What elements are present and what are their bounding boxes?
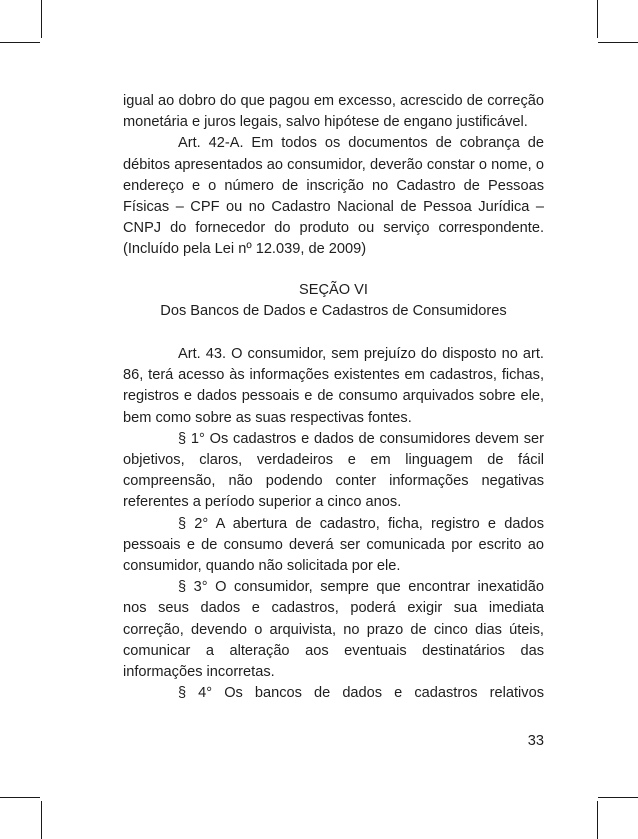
crop-mark-bottom-left-horizontal (0, 797, 40, 798)
paragraph-continuation: igual ao dobro do que pagou em excesso, acrescido de correção monetária e juros legais, salvo hipótese de engano justificável. (123, 93, 544, 131)
page-body (123, 91, 544, 704)
crop-mark-bottom-right-vertical (597, 801, 598, 839)
crop-mark-top-left-vertical (41, 0, 42, 38)
paragraph-art-43: Art. 43. O consumidor, sem prejuízo do disposto no art. 86, terá acesso às informações existentes em cadastros, fichas, registros e dados pessoais e de consumo arquivados sobre ele, bem como sobre as suas respectivas fontes. (123, 346, 544, 426)
paragraph-art-42a: Art. 42-A. Em todos os documentos de cobrança de débitos apresentados ao consumidor, deverão constar o nome, o endereço e o número de inscrição no Cadastro de Pessoas Físicas – CPF ou no Cadastro Nacional de Pessoa Jurídica – CNPJ do fornecedor do produto ou serviço correspondente. (Incluído pela Lei nº 12.039, de 2009) (123, 135, 544, 258)
paragraph-para-4: § 4° Os bancos de dados e cadastros relativos (178, 685, 544, 702)
page-number: 33 (527, 733, 544, 749)
section-number: SEÇÃO VI (299, 281, 368, 298)
crop-mark-top-right-horizontal (598, 42, 638, 43)
paragraph-para-3: § 3° O consumidor, sempre que encontrar inexatidão nos seus dados e cadastros, poderá exigir sua imediata correção, devendo o arquivista, no prazo de cinco dias úteis, comunicar a alteração aos eventuais destinatários das informações incorretas. (123, 579, 544, 681)
paragraph-para-1: § 1° Os cadastros e dados de consumidores devem ser objetivos, claros, verdadeiros e em linguagem de fácil compreensão, não podendo conter informações negativas referentes a período superior a cinco anos. (123, 430, 544, 511)
crop-mark-bottom-left-vertical (41, 801, 42, 839)
paragraph-para-2: § 2° A abertura de cadastro, ficha, registro e dados pessoais e de consumo deverá ser comunicada por escrito ao consumidor, quando não solicitada por ele. (123, 515, 544, 575)
crop-mark-top-right-vertical (597, 0, 598, 38)
section-title: Dos Bancos de Dados e Cadastros de Consumidores (160, 302, 507, 319)
crop-mark-bottom-right-horizontal (598, 797, 638, 798)
crop-mark-top-left-horizontal (0, 42, 40, 43)
